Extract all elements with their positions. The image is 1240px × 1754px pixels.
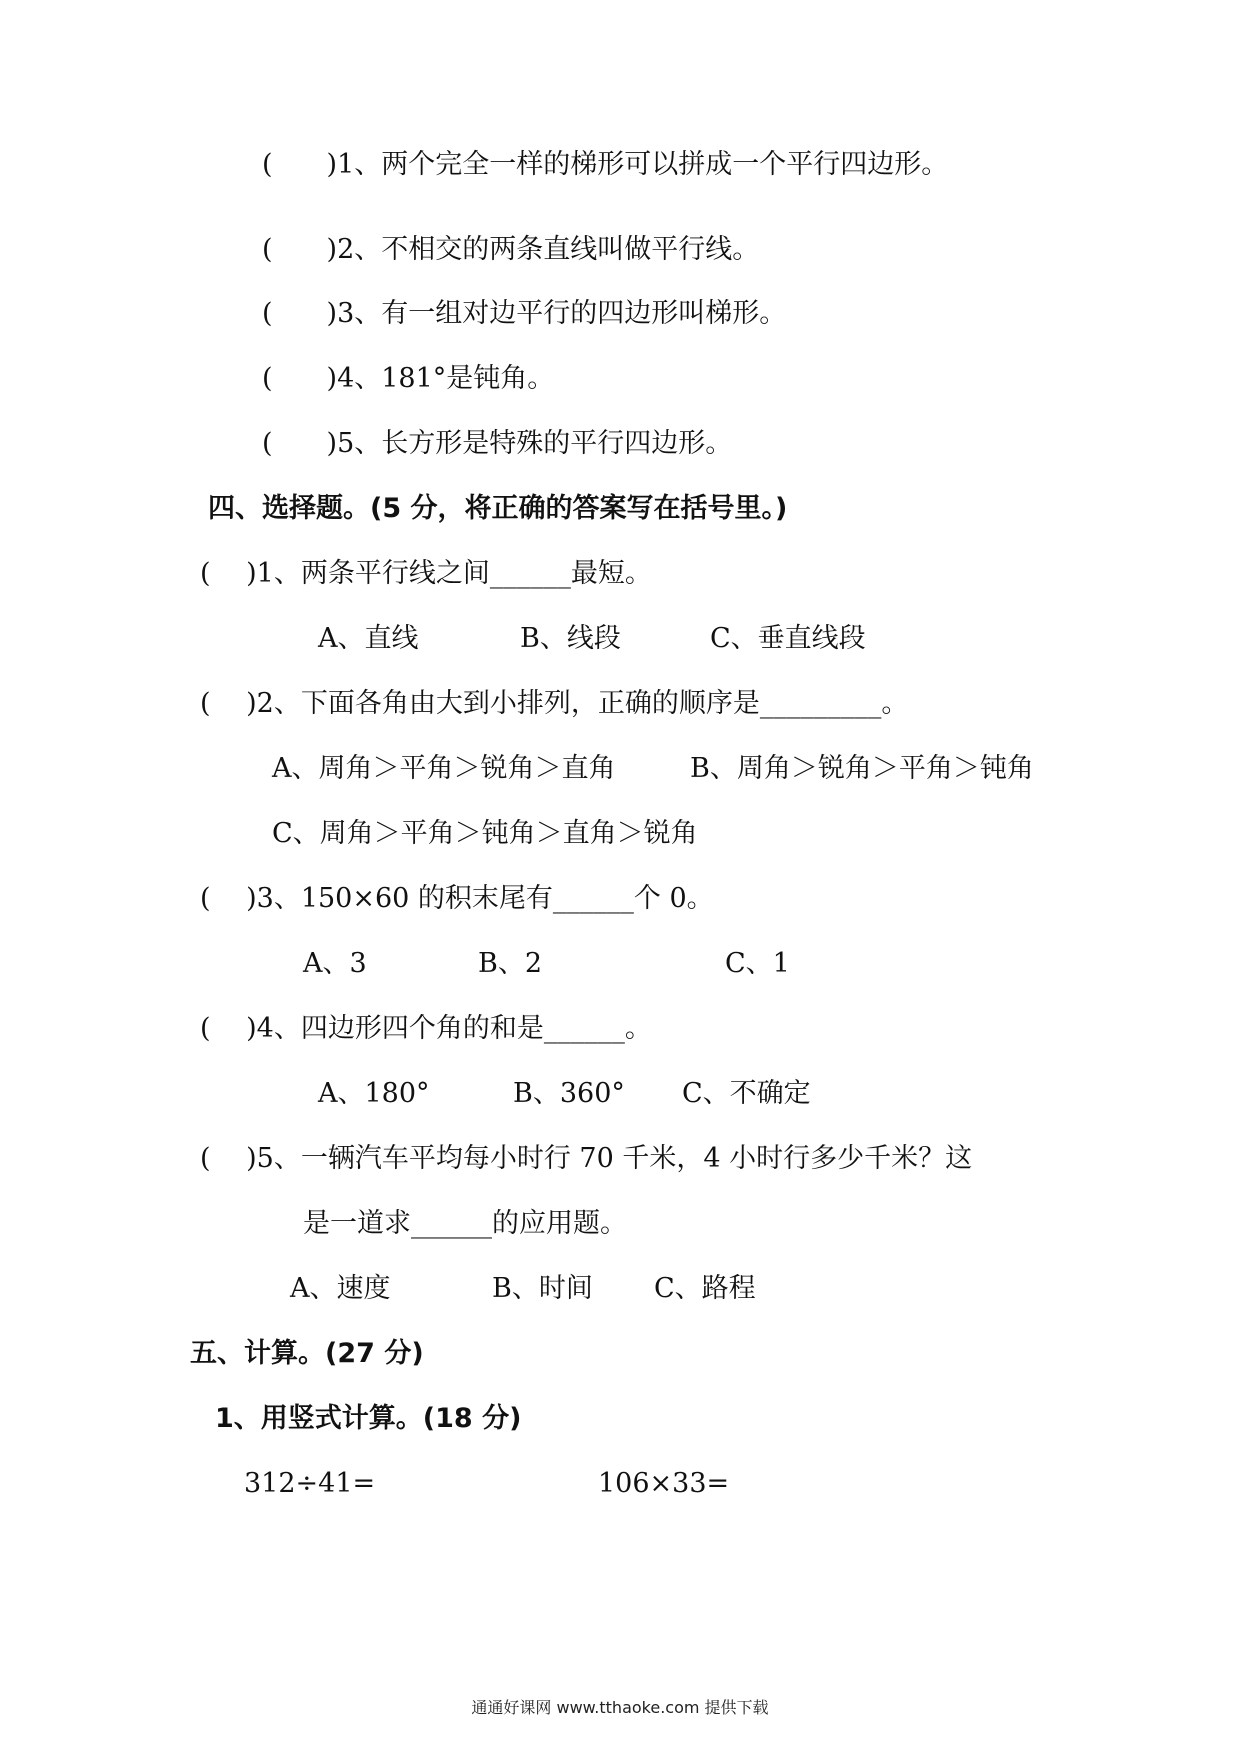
section-4-title: 四、选择题。(5 分，将正确的答案写在括号里。)	[208, 493, 788, 524]
calc-expression-1: 312÷41=	[244, 1468, 376, 1499]
judge-item-4: ( )4、181°是钝角。	[262, 363, 555, 394]
choice-q5-option-b: B、时间	[492, 1273, 593, 1304]
choice-q2-option-a: A、周角＞平角＞锐角＞直角	[272, 753, 616, 784]
choice-q5-option-c: C、路程	[654, 1273, 756, 1304]
choice-q3-option-a: A、3	[303, 948, 367, 979]
choice-q2-option-b: B、周角＞锐角＞平角＞钝角	[690, 753, 1034, 784]
choice-q2-option-c: C、周角＞平角＞钝角＞直角＞锐角	[272, 818, 698, 849]
choice-q2: ( )2、下面各角由大到小排列，正确的顺序是_________。	[200, 688, 909, 719]
judge-item-2: ( )2、不相交的两条直线叫做平行线。	[262, 234, 760, 265]
choice-q1-option-c: C、垂直线段	[710, 623, 866, 654]
choice-q3-option-c: C、1	[725, 948, 790, 979]
calc-expression-2: 106×33=	[598, 1468, 730, 1499]
choice-q3-option-b: B、2	[478, 948, 543, 979]
section-5-title: 五、计算。(27 分)	[190, 1338, 424, 1369]
choice-q5: ( )5、一辆汽车平均每小时行 70 千米，4 小时行多少千米？这	[200, 1143, 973, 1174]
choice-q5-continued: 是一道求______的应用题。	[303, 1208, 627, 1239]
judge-item-3: ( )3、有一组对边平行的四边形叫梯形。	[262, 298, 787, 329]
judge-item-1: ( )1、两个完全一样的梯形可以拼成一个平行四边形。	[262, 149, 949, 180]
choice-q4: ( )4、四边形四个角的和是______。	[200, 1013, 652, 1044]
judge-item-5: ( )5、长方形是特殊的平行四边形。	[262, 428, 733, 459]
choice-q1-option-a: A、直线	[318, 623, 419, 654]
choice-q1: ( )1、两条平行线之间______最短。	[200, 558, 652, 589]
choice-q1-option-b: B、线段	[520, 623, 621, 654]
choice-q4-option-b: B、360°	[513, 1078, 625, 1109]
footer-watermark: 通通好课网 www.tthaoke.com 提供下载	[471, 1698, 769, 1717]
choice-q3: ( )3、150×60 的积末尾有______个 0。	[200, 883, 714, 914]
choice-q4-option-a: A、180°	[318, 1078, 430, 1109]
section-5-subsection-1: 1、用竖式计算。(18 分)	[215, 1403, 522, 1434]
choice-q4-option-c: C、不确定	[682, 1078, 811, 1109]
choice-q5-option-a: A、速度	[290, 1273, 391, 1304]
